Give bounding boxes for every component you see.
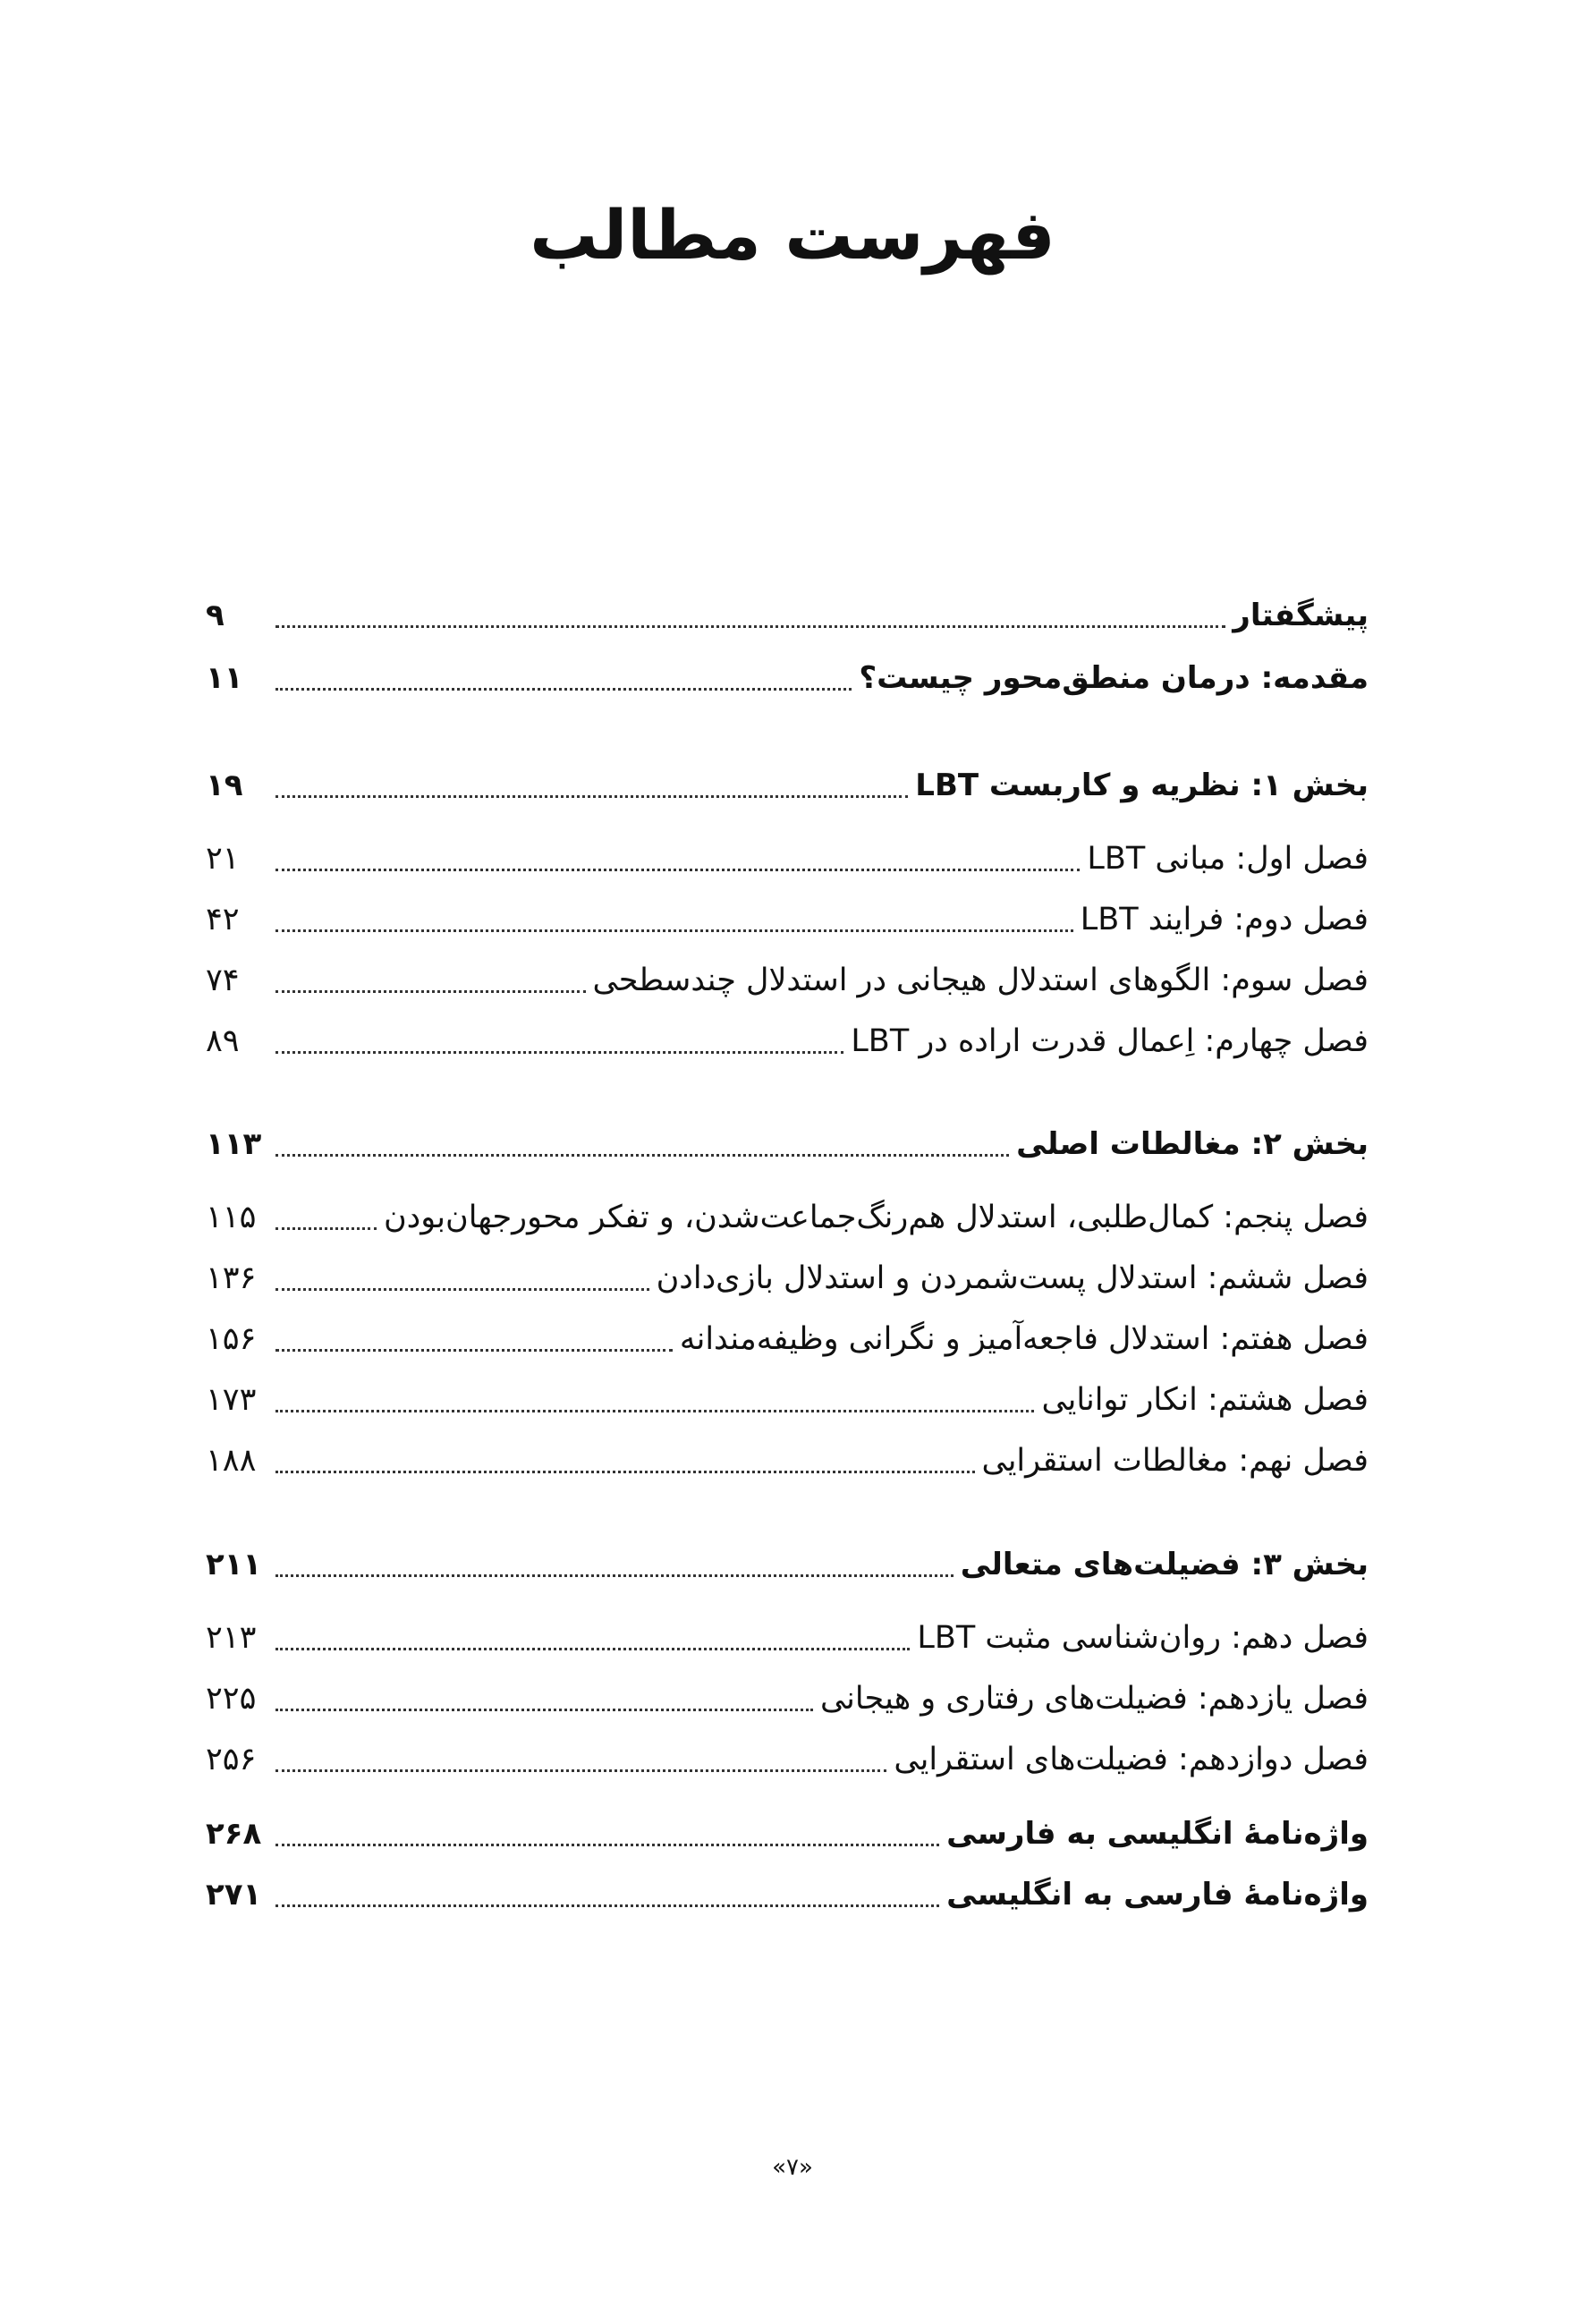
toc-entry-title: فصل یازدهم: فضیلت‌های رفتاری و هیجانی [819,1681,1369,1717]
toc-entry [206,1730,1369,1789]
toc-entry [206,951,1369,1010]
toc-entry-title: پیشگفتار [1233,598,1369,633]
toc-entry-page-number: ۱۵۶ [206,1321,257,1357]
dot-leader [275,1410,1034,1412]
toc-entry-page-number: ۱۳۶ [206,1260,257,1296]
toc-entry-title: واژه‌نامهٔ فارسی به انگلیسی [946,1877,1369,1913]
toc-entry-page-number: ۲۱۳ [206,1620,257,1656]
dot-leader [275,1154,1009,1157]
toc-entry [206,1804,1369,1863]
dot-leader [275,929,1073,932]
toc-entry [206,1370,1369,1429]
dot-leader [275,1349,673,1352]
toc-entry-title: واژه‌نامهٔ انگلیسی به فارسی [946,1816,1369,1852]
toc-entry-title: بخش ۲: مغالطات اصلی [1016,1126,1369,1162]
toc-entry-page-number: ۷۴ [206,963,240,998]
toc-entry-title: فصل سوم: الگوهای استدلال هیجانی در استدلال چندسطحی [592,963,1369,998]
toc-entry-title: فصل هشتم: انکار توانایی [1041,1382,1369,1418]
table-of-contents [206,0,1369,2324]
toc-entry-page-number: ۹ [206,598,225,633]
toc-entry-page-number: ۲۵۶ [206,1742,257,1777]
toc-entry [206,1431,1369,1490]
toc-entry-page-number: ۲۲۵ [206,1681,257,1717]
toc-entry-title: فصل دوم: فرایند LBT [1080,902,1369,937]
dot-leader [275,1904,939,1907]
toc-entry-page-number: ۲۶۸ [206,1816,262,1852]
toc-entry-title: بخش ۱: نظریه و کاربست LBT [915,768,1369,803]
dot-leader [275,1769,886,1772]
toc-entry-page-number: ۴۲ [206,902,240,937]
toc-entry-title: فصل پنجم: کمال‌طلبی، استدلال هم‌رنگ‌جماعت‌شدن، و تفکر محورجهان‌بودن [383,1200,1369,1235]
toc-entry-title: بخش ۳: فضیلت‌های متعالی [960,1547,1369,1582]
dot-leader [275,869,1080,871]
toc-entry-title: مقدمه: درمان منطق‌محور چیست؟ [859,660,1369,696]
toc-entry-title: فصل ششم: استدلال پست‌شمردن و استدلال بازی‌دادن [656,1260,1369,1296]
toc-entry [206,1115,1369,1174]
page-title: فهرست مطالب [530,195,1055,275]
toc-entry [206,756,1369,815]
toc-entry-title: فصل چهارم: اِعمال قدرت اراده در LBT [851,1023,1369,1059]
toc-entry [206,1608,1369,1667]
toc-entry-page-number: ۱۹ [206,768,243,803]
toc-entry [206,1249,1369,1308]
toc-entry [206,586,1369,645]
dot-leader [275,625,1225,628]
toc-entry-title: فصل دهم: روان‌شناسی مثبت LBT [917,1620,1369,1656]
dot-leader [275,1227,377,1230]
toc-entry-title: فصل اول: مبانی LBT [1087,841,1369,877]
dot-leader [275,1574,954,1577]
dot-leader [275,1051,843,1054]
dot-leader [275,688,852,691]
toc-entry [206,1310,1369,1369]
toc-entry [206,1535,1369,1594]
toc-entry-title: فصل دوازدهم: فضیلت‌های استقرایی [894,1742,1369,1777]
toc-entry [206,1865,1369,1924]
toc-entry-page-number: ۸۹ [206,1023,240,1059]
toc-entry-page-number: ۱۱۵ [206,1200,257,1235]
toc-entry-page-number: ۱۸۸ [206,1443,257,1479]
toc-entry [206,1012,1369,1071]
dot-leader [275,1471,975,1473]
toc-entry [206,890,1369,949]
toc-entry-page-number: ۱۱ [206,660,243,696]
dot-leader [275,1844,939,1846]
dot-leader [275,1648,910,1650]
page-number: «۷» [772,2154,813,2181]
toc-entry [206,649,1369,708]
toc-entry [206,1669,1369,1728]
dot-leader [275,1709,813,1711]
dot-leader [275,990,586,993]
toc-entry-page-number: ۲۱ [206,841,240,877]
toc-entry-page-number: ۱۷۳ [206,1382,257,1418]
toc-entry-title: فصل نهم: مغالطات استقرایی [981,1443,1369,1479]
toc-entry-title: فصل هفتم: استدلال فاجعه‌آمیز و نگرانی وظیفه‌مندانه [679,1321,1369,1357]
dot-leader [275,795,908,798]
toc-entry [206,1188,1369,1247]
toc-entry [206,829,1369,888]
dot-leader [275,1288,649,1291]
toc-entry-page-number: ۱۱۳ [206,1126,262,1162]
toc-entry-page-number: ۲۷۱ [206,1877,262,1913]
toc-entry-page-number: ۲۱۱ [206,1547,262,1582]
